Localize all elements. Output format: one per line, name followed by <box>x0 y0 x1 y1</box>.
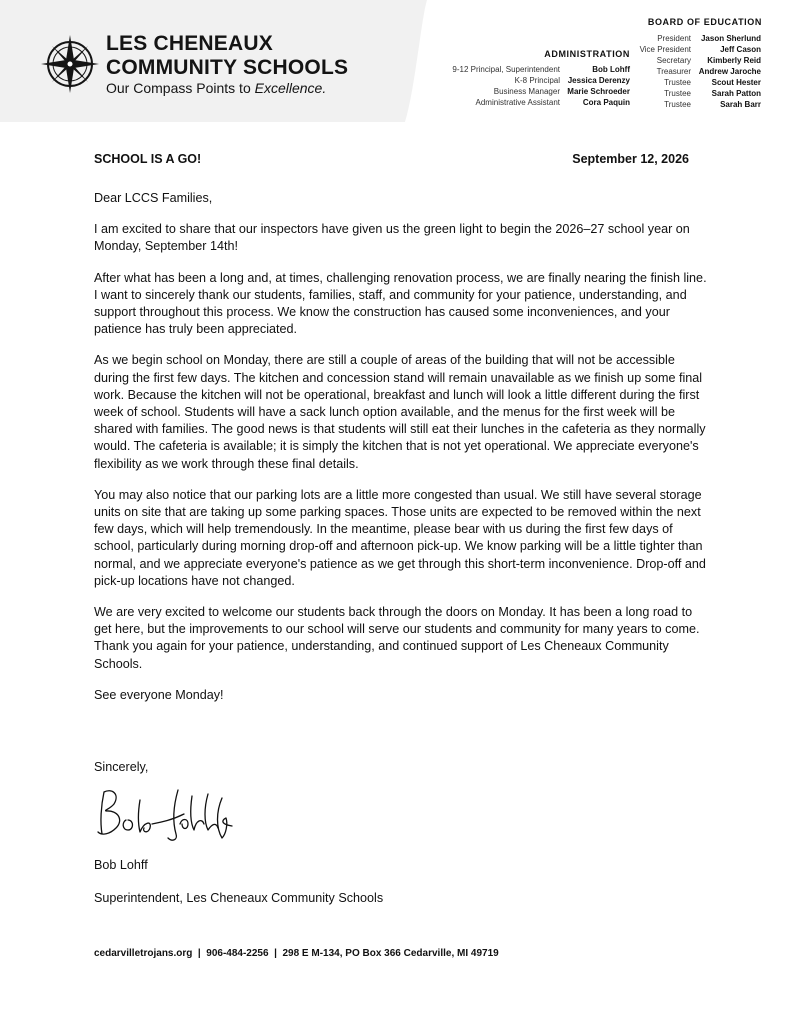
signer-name: Bob Lohff <box>94 858 148 872</box>
tagline-prefix: Our Compass Points to <box>106 80 255 96</box>
signer-title: Superintendent, Les Cheneaux Community Schools <box>94 891 384 905</box>
admin-role: Administrative Assistant <box>475 98 560 107</box>
board-member: Sarah Patton <box>711 89 761 98</box>
admin-role: 9-12 Principal, Superintendent <box>452 65 560 74</box>
admin-member: Bob Lohff <box>592 65 630 74</box>
logo-name-line1: LES CHENEAUX <box>106 32 273 55</box>
board-row <box>626 33 761 44</box>
admin-member: Cora Paquin <box>582 98 630 107</box>
board-row <box>626 66 761 77</box>
board-member: Sarah Barr <box>720 100 761 109</box>
letter-paragraph: After what has been a long and, at times, challenging renovation process, we are finally nearing the finish line. I want to sincerely thank our students, families, staff, and community for your patience, understanding, and support throughout this process. We know the construction has caused some inconveniences, and your patience has truly been appreciated. <box>94 270 707 337</box>
board-roster <box>626 33 761 110</box>
letter-paragraph: You may also notice that our parking lots are a little more congested than usual. We still have several storage units on site that are taking up some parking spaces. Those units are expected to be removed within the next few days, which will help tremendously. In the meantime, please bear with us during the first few days of school, particularly during morning drop-off and afternoon pick-up. We know parking will be a little tighter than normal, and we appreciate everyone's patience as we get through this short-term inconvenience. Drop-off and pick-up locations have not changed. <box>94 487 706 588</box>
letter-paragraph: As we begin school on Monday, there are still a couple of areas of the building that will not be accessible during the first few days. The kitchen and concession stand will remain unavailable as we finish up some final work. Because the kitchen will not be operational, breakfast and lunch will look a little different during the first week of school. Students will have a sack lunch option available, and the menus for the first week will be shared with families. The good news is that students will still eat their lunches in the cafeteria as they normally would. The cafeteria is available; it is simply the kitchen that is not yet operational. We appreciate everyone's flexibility as we work through these final details. <box>94 353 706 471</box>
letter-body <box>94 190 710 718</box>
letter-paragraph: We are very excited to welcome our students back through the doors on Monday. It has been a long road to get here, but the improvements to our school will serve our students and community for many years to come. Thank you again for your patience, understanding, and continued support of Les Cheneaux Community Schools. <box>94 605 700 671</box>
board-of-education-title: BOARD OF EDUCATION <box>647 17 762 27</box>
sign-off: Sincerely, <box>94 760 149 774</box>
footer-contact: cedarvilletrojans.org | 906-484-2256 | 298 E M-134, PO Box 366 Cedarville, MI 49719 <box>94 948 499 959</box>
board-member: Kimberly Reid <box>707 56 761 65</box>
board-row <box>626 99 761 110</box>
board-role: Trustee <box>664 89 691 98</box>
admin-role: K-8 Principal <box>514 76 560 85</box>
tagline-emphasis: Excellence. <box>254 80 327 96</box>
handwritten-signature-icon <box>92 784 242 846</box>
board-role: President <box>657 34 691 43</box>
admin-row <box>430 86 630 97</box>
admin-row <box>430 75 630 86</box>
board-row <box>626 88 761 99</box>
letter-paragraph: I am excited to share that our inspectors have given us the green light to begin the 2026–27 school year on Monday, September 14th! <box>94 222 690 254</box>
board-member: Jeff Cason <box>720 45 761 54</box>
admin-member: Jessica Derenzy <box>567 76 630 85</box>
board-role: Trustee <box>664 100 691 109</box>
compass-logo-icon <box>40 34 100 94</box>
board-role: Secretary <box>656 56 691 65</box>
admin-row <box>430 97 630 108</box>
letter-date: September 12, 2026 <box>572 152 689 166</box>
logo-tagline <box>106 80 326 96</box>
board-row <box>626 77 761 88</box>
board-role: Treasurer <box>656 67 691 76</box>
administration-title: ADMINISTRATION <box>544 49 630 59</box>
board-row <box>626 55 761 66</box>
administration-roster <box>430 64 630 108</box>
letter-greeting: Dear LCCS Families, <box>94 191 213 205</box>
board-role: Vice President <box>639 45 691 54</box>
admin-member: Marie Schroeder <box>567 87 630 96</box>
board-role: Trustee <box>664 78 691 87</box>
board-member: Andrew Jaroche <box>698 67 761 76</box>
board-member: Scout Hester <box>711 78 761 87</box>
logo-name-line2: COMMUNITY SCHOOLS <box>106 56 349 79</box>
board-row <box>626 44 761 55</box>
letter-title: SCHOOL IS A GO! <box>94 152 202 166</box>
letter-paragraph: See everyone Monday! <box>94 687 224 702</box>
admin-row <box>430 64 630 75</box>
admin-role: Business Manager <box>493 87 560 96</box>
board-member: Jason Sherlund <box>700 34 761 43</box>
